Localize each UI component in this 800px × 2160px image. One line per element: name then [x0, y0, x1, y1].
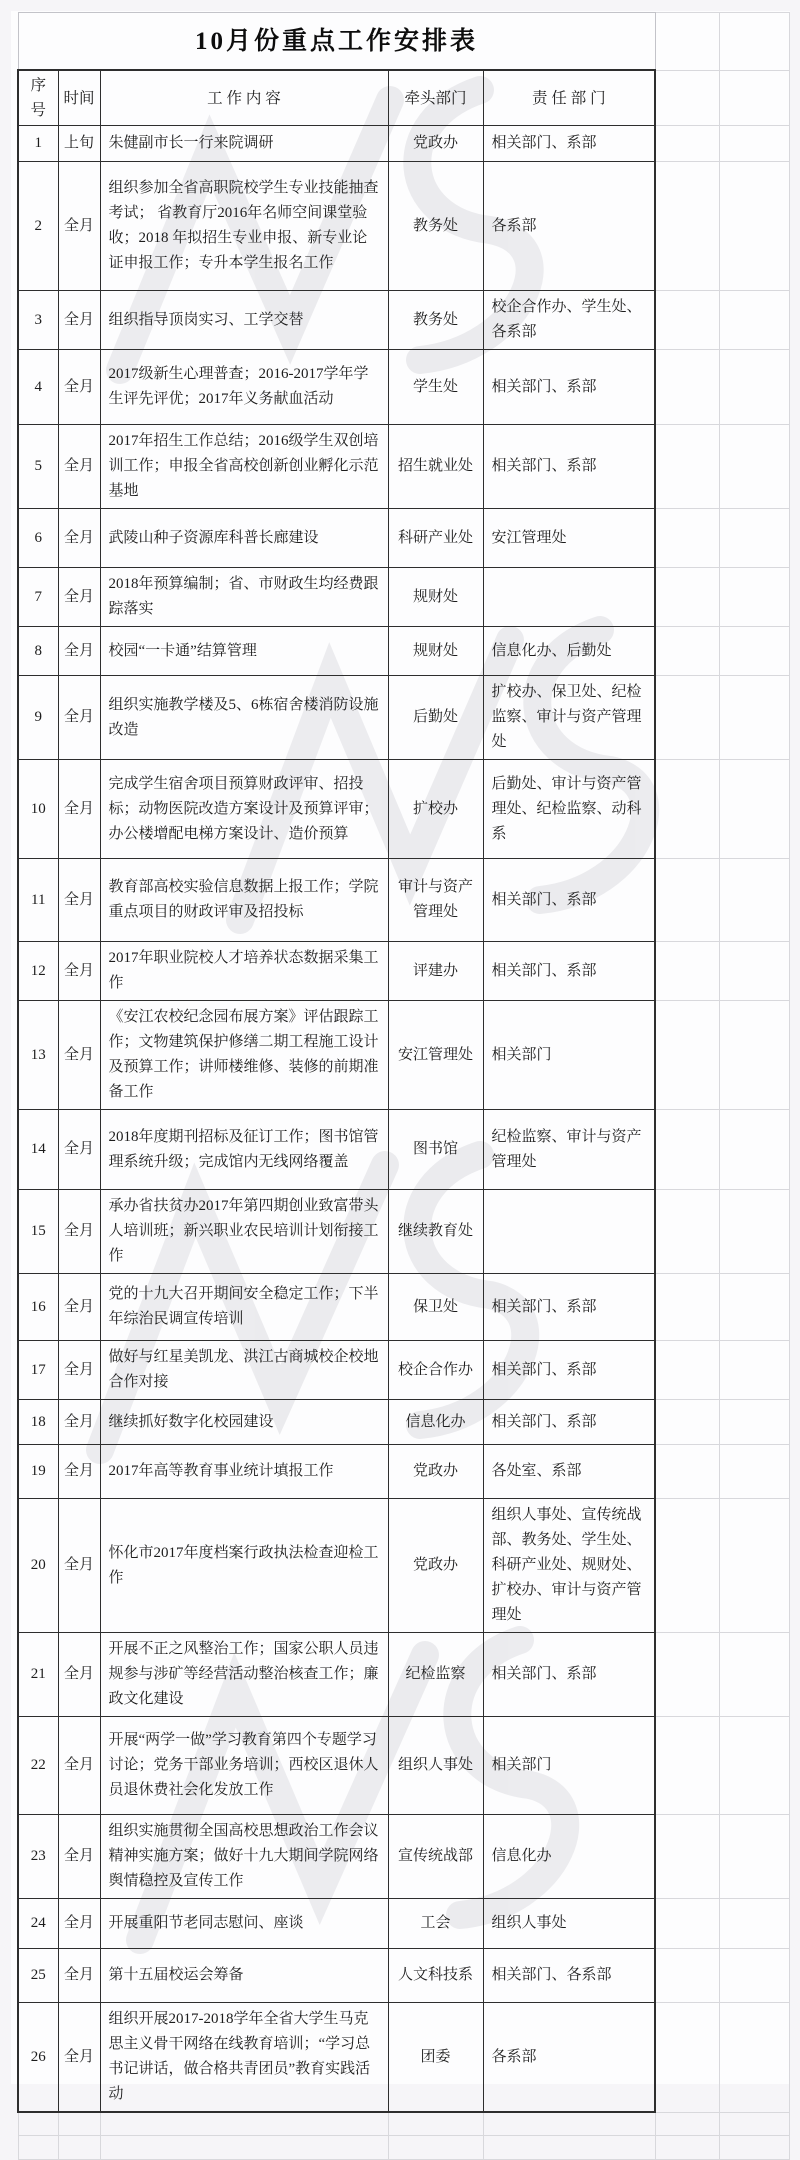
cell-content: 开展“两学一做”学习教育第四个专题学习讨论；党务干部业务培训；西校区退休人员退休费社会化发放工作 — [100, 1717, 388, 1815]
empty-grid-cell — [719, 1341, 789, 1400]
cell-no: 6 — [18, 509, 58, 568]
cell-content: 2017年招生工作总结；2016级学生双创培训工作；申报全省高校创新创业孵化示范基地 — [100, 425, 388, 509]
col-header-no: 序号 — [18, 70, 58, 126]
cell-time: 全月 — [58, 568, 100, 627]
empty-grid-cell — [655, 2112, 719, 2135]
cell-no: 18 — [18, 1400, 58, 1445]
cell-no: 21 — [18, 1633, 58, 1717]
empty-grid-cell — [388, 2135, 483, 2159]
empty-grid-cell — [388, 2112, 483, 2135]
cell-responsible — [483, 568, 655, 627]
cell-content: 开展不正之风整治工作；国家公职人员违规参与涉矿等经营活动整治核查工作；廉政文化建设 — [100, 1633, 388, 1717]
cell-no: 4 — [18, 350, 58, 425]
cell-no: 12 — [18, 942, 58, 1001]
empty-grid-cell — [655, 1815, 719, 1899]
cell-lead: 校企合作办 — [388, 1341, 483, 1400]
empty-grid-cell — [655, 1445, 719, 1499]
cell-content: 校园“一卡通”结算管理 — [100, 627, 388, 676]
cell-lead: 评建办 — [388, 942, 483, 1001]
table-row — [18, 1400, 789, 1445]
cell-content: 教育部高校实验信息数据上报工作；学院重点项目的财政评审及招投标 — [100, 859, 388, 942]
empty-grid-cell — [655, 13, 719, 71]
cell-lead: 后勤处 — [388, 676, 483, 760]
cell-no: 22 — [18, 1717, 58, 1815]
cell-responsible — [483, 1190, 655, 1274]
empty-grid-cell — [100, 2135, 388, 2159]
cell-time: 全月 — [58, 425, 100, 509]
empty-grid-cell — [719, 676, 789, 760]
cell-content: 2018年度期刊招标及征订工作；图书馆管理系统升级；完成馆内无线网络覆盖 — [100, 1110, 388, 1190]
table-row — [18, 676, 789, 760]
cell-responsible: 纪检监察、审计与资产管理处 — [483, 1110, 655, 1190]
empty-grid-cell — [719, 425, 789, 509]
empty-grid-cell — [655, 568, 719, 627]
cell-responsible: 各系部 — [483, 2003, 655, 2113]
cell-no: 23 — [18, 1815, 58, 1899]
cell-responsible: 各系部 — [483, 162, 655, 291]
cell-time: 全月 — [58, 1274, 100, 1341]
empty-grid-cell — [719, 13, 789, 71]
cell-content: 组织实施贯彻全国高校思想政治工作会议精神实施方案；做好十九大期间学院网络舆情稳控及宣传工作 — [100, 1815, 388, 1899]
table-row — [18, 126, 789, 162]
cell-content: 完成学生宿舍项目预算财政评审、招投标；动物医院改造方案设计及预算评审；办公楼增配电梯方案设计、造价预算 — [100, 760, 388, 859]
cell-content: 2018年预算编制；省、市财政生均经费跟踪落实 — [100, 568, 388, 627]
empty-grid-cell — [719, 1001, 789, 1110]
empty-grid-cell — [719, 509, 789, 568]
cell-responsible: 相关部门 — [483, 1001, 655, 1110]
table-row — [18, 859, 789, 942]
table-row — [18, 1001, 789, 1110]
empty-grid-cell — [719, 350, 789, 425]
empty-grid-cell — [18, 2112, 58, 2135]
cell-time: 全月 — [58, 1633, 100, 1717]
cell-responsible: 信息化办 — [483, 1815, 655, 1899]
cell-lead: 教务处 — [388, 291, 483, 350]
cell-responsible: 相关部门 — [483, 1717, 655, 1815]
cell-lead: 审计与资产管理处 — [388, 859, 483, 942]
empty-grid-cell — [719, 1815, 789, 1899]
empty-grid-cell — [100, 2112, 388, 2135]
cell-content: 2017年高等教育事业统计填报工作 — [100, 1445, 388, 1499]
cell-time: 全月 — [58, 1341, 100, 1400]
cell-lead: 规财处 — [388, 627, 483, 676]
table-row — [18, 627, 789, 676]
cell-responsible: 安江管理处 — [483, 509, 655, 568]
cell-no: 19 — [18, 1445, 58, 1499]
cell-responsible: 扩校办、保卫处、纪检监察、审计与资产管理处 — [483, 676, 655, 760]
empty-grid-cell — [719, 1499, 789, 1633]
cell-lead: 规财处 — [388, 568, 483, 627]
empty-grid-cell — [719, 1110, 789, 1190]
cell-content: 做好与红星美凯龙、洪江古商城校企校地合作对接 — [100, 1341, 388, 1400]
cell-no: 3 — [18, 291, 58, 350]
empty-grid-cell — [719, 1899, 789, 1949]
empty-grid-cell — [58, 2135, 100, 2159]
cell-responsible: 各处室、系部 — [483, 1445, 655, 1499]
empty-grid-cell — [18, 2135, 58, 2159]
cell-content: 2017级新生心理普查；2016-2017学年学生评先评优；2017年义务献血活动 — [100, 350, 388, 425]
empty-grid-cell — [655, 1949, 719, 2003]
cell-content: 2017年职业院校人才培养状态数据采集工作 — [100, 942, 388, 1001]
cell-time: 全月 — [58, 676, 100, 760]
empty-grid-cell — [655, 1341, 719, 1400]
cell-no: 9 — [18, 676, 58, 760]
empty-grid-cell — [655, 1717, 719, 1815]
table-row — [18, 1499, 789, 1633]
cell-content: 组织参加全省高职院校学生专业技能抽查考试； 省教育厅2016年名师空间课堂验收；2018 年拟招生专业申报、新专业论证申报工作；专升本学生报名工作 — [100, 162, 388, 291]
cell-time: 全月 — [58, 627, 100, 676]
cell-no: 14 — [18, 1110, 58, 1190]
empty-grid-cell — [719, 1445, 789, 1499]
cell-lead: 组织人事处 — [388, 1717, 483, 1815]
cell-no: 11 — [18, 859, 58, 942]
empty-grid-cell — [719, 2003, 789, 2113]
cell-lead: 党政办 — [388, 1445, 483, 1499]
cell-no: 7 — [18, 568, 58, 627]
cell-lead: 教务处 — [388, 162, 483, 291]
table-row — [18, 1341, 789, 1400]
table-row — [18, 568, 789, 627]
cell-content: 开展重阳节老同志慰问、座谈 — [100, 1899, 388, 1949]
cell-content: 组织开展2017-2018学年全省大学生马克思主义骨干网络在线教育培训；“学习总书记讲话，做合格共青团员”教育实践活动 — [100, 2003, 388, 2113]
cell-responsible: 信息化办、后勤处 — [483, 627, 655, 676]
cell-no: 24 — [18, 1899, 58, 1949]
cell-time: 全月 — [58, 1815, 100, 1899]
cell-lead: 纪检监察 — [388, 1633, 483, 1717]
cell-lead: 党政办 — [388, 126, 483, 162]
cell-lead: 信息化办 — [388, 1400, 483, 1445]
table-row — [18, 291, 789, 350]
empty-grid-cell — [655, 509, 719, 568]
empty-grid-cell — [719, 2135, 789, 2159]
cell-no: 8 — [18, 627, 58, 676]
cell-lead: 继续教育处 — [388, 1190, 483, 1274]
header-row — [18, 70, 789, 126]
table-row — [18, 942, 789, 1001]
empty-grid-cell — [483, 2112, 655, 2135]
cell-responsible: 组织人事处 — [483, 1899, 655, 1949]
cell-content: 承办省扶贫办2017年第四期创业致富带头人培训班；新兴职业农民培训计划衔接工作 — [100, 1190, 388, 1274]
empty-grid-cell — [655, 1274, 719, 1341]
cell-responsible: 校企合作办、学生处、各系部 — [483, 291, 655, 350]
col-header-content: 工 作 内 容 — [100, 70, 388, 126]
cell-time: 全月 — [58, 1717, 100, 1815]
empty-grid-cell — [655, 1899, 719, 1949]
table-row — [18, 2003, 789, 2113]
cell-time: 全月 — [58, 1001, 100, 1110]
empty-grid-row — [18, 2112, 789, 2135]
cell-time: 全月 — [58, 1499, 100, 1633]
empty-grid-cell — [655, 126, 719, 162]
cell-responsible: 相关部门、系部 — [483, 859, 655, 942]
cell-lead: 图书馆 — [388, 1110, 483, 1190]
cell-time: 全月 — [58, 1190, 100, 1274]
empty-grid-cell — [58, 2112, 100, 2135]
table-row — [18, 162, 789, 291]
cell-lead: 党政办 — [388, 1499, 483, 1633]
empty-grid-cell — [719, 760, 789, 859]
empty-grid-cell — [655, 2135, 719, 2159]
cell-no: 5 — [18, 425, 58, 509]
cell-no: 26 — [18, 2003, 58, 2113]
cell-lead: 宣传统战部 — [388, 1815, 483, 1899]
cell-time: 全月 — [58, 350, 100, 425]
cell-lead: 学生处 — [388, 350, 483, 425]
page-title: 10月份重点工作安排表 — [18, 13, 655, 71]
empty-grid-cell — [719, 2112, 789, 2135]
empty-grid-cell — [655, 350, 719, 425]
table-row — [18, 1190, 789, 1274]
empty-grid-cell — [719, 568, 789, 627]
cell-lead: 科研产业处 — [388, 509, 483, 568]
cell-time: 全月 — [58, 1899, 100, 1949]
cell-lead: 工会 — [388, 1899, 483, 1949]
cell-time: 全月 — [58, 291, 100, 350]
cell-lead: 招生就业处 — [388, 425, 483, 509]
cell-content: 朱健副市长一行来院调研 — [100, 126, 388, 162]
empty-grid-cell — [655, 859, 719, 942]
empty-grid-cell — [719, 942, 789, 1001]
cell-time: 全月 — [58, 1110, 100, 1190]
cell-time: 全月 — [58, 1949, 100, 2003]
col-header-responsible: 责 任 部 门 — [483, 70, 655, 126]
cell-time: 全月 — [58, 1445, 100, 1499]
empty-grid-cell — [719, 1717, 789, 1815]
empty-grid-cell — [719, 1190, 789, 1274]
cell-content: 继续抓好数字化校园建设 — [100, 1400, 388, 1445]
empty-grid-cell — [655, 760, 719, 859]
empty-grid-cell — [719, 1633, 789, 1717]
cell-content: 怀化市2017年度档案行政执法检查迎检工作 — [100, 1499, 388, 1633]
empty-grid-cell — [655, 1190, 719, 1274]
cell-content: 武陵山种子资源库科普长廊建设 — [100, 509, 388, 568]
empty-grid-cell — [655, 676, 719, 760]
empty-grid-cell — [655, 70, 719, 126]
empty-grid-cell — [655, 1499, 719, 1633]
empty-grid-cell — [655, 1633, 719, 1717]
table-row — [18, 1274, 789, 1341]
cell-responsible: 相关部门、系部 — [483, 1633, 655, 1717]
empty-grid-cell — [719, 126, 789, 162]
cell-responsible: 组织人事处、宣传统战部、教务处、学生处、科研产业处、规财处、扩校办、审计与资产管理处 — [483, 1499, 655, 1633]
cell-responsible: 相关部门、系部 — [483, 425, 655, 509]
table-row — [18, 1110, 789, 1190]
cell-time: 全月 — [58, 859, 100, 942]
cell-content: 《安江农校纪念园布展方案》评估跟踪工作；文物建筑保护修缮二期工程施工设计及预算工作；讲师楼维修、装修的前期准备工作 — [100, 1001, 388, 1110]
cell-lead: 扩校办 — [388, 760, 483, 859]
cell-responsible: 相关部门、系部 — [483, 1341, 655, 1400]
cell-responsible: 相关部门、系部 — [483, 350, 655, 425]
cell-time: 全月 — [58, 1400, 100, 1445]
table-row — [18, 1633, 789, 1717]
cell-no: 1 — [18, 126, 58, 162]
empty-grid-cell — [655, 942, 719, 1001]
table-row — [18, 760, 789, 859]
empty-grid-cell — [719, 1949, 789, 2003]
table-row — [18, 509, 789, 568]
table-row — [18, 1949, 789, 2003]
cell-time: 全月 — [58, 2003, 100, 2113]
col-header-time: 时间 — [58, 70, 100, 126]
cell-content: 党的十九大召开期间安全稳定工作；下半年综治民调宣传培训 — [100, 1274, 388, 1341]
cell-time: 全月 — [58, 162, 100, 291]
cell-time: 上旬 — [58, 126, 100, 162]
cell-no: 13 — [18, 1001, 58, 1110]
empty-grid-cell — [655, 1110, 719, 1190]
cell-lead: 安江管理处 — [388, 1001, 483, 1110]
cell-no: 2 — [18, 162, 58, 291]
empty-grid-cell — [655, 2003, 719, 2113]
cell-responsible: 相关部门、系部 — [483, 126, 655, 162]
cell-time: 全月 — [58, 942, 100, 1001]
cell-no: 25 — [18, 1949, 58, 2003]
empty-grid-cell — [483, 2135, 655, 2159]
table-row — [18, 1899, 789, 1949]
empty-grid-cell — [719, 291, 789, 350]
cell-no: 20 — [18, 1499, 58, 1633]
cell-content: 第十五届校运会筹备 — [100, 1949, 388, 2003]
col-header-lead: 牵头部门 — [388, 70, 483, 126]
work-schedule-table — [17, 12, 790, 2160]
table-row — [18, 350, 789, 425]
title-row — [18, 13, 789, 71]
cell-responsible: 相关部门、系部 — [483, 942, 655, 1001]
cell-no: 16 — [18, 1274, 58, 1341]
cell-no: 17 — [18, 1341, 58, 1400]
cell-responsible: 后勤处、审计与资产管理处、纪检监察、动科系 — [483, 760, 655, 859]
cell-lead: 保卫处 — [388, 1274, 483, 1341]
empty-grid-cell — [655, 1001, 719, 1110]
table-row — [18, 425, 789, 509]
empty-grid-cell — [719, 627, 789, 676]
empty-grid-cell — [719, 859, 789, 942]
empty-grid-cell — [655, 291, 719, 350]
cell-responsible: 相关部门、系部 — [483, 1400, 655, 1445]
empty-grid-cell — [655, 627, 719, 676]
empty-grid-row — [18, 2135, 789, 2159]
empty-grid-cell — [719, 70, 789, 126]
cell-content: 组织实施教学楼及5、6栋宿舍楼消防设施改造 — [100, 676, 388, 760]
table-row — [18, 1445, 789, 1499]
table-row — [18, 1815, 789, 1899]
cell-time: 全月 — [58, 509, 100, 568]
table-row — [18, 1717, 789, 1815]
empty-grid-cell — [719, 1400, 789, 1445]
cell-responsible: 相关部门、各系部 — [483, 1949, 655, 2003]
cell-content: 组织指导顶岗实习、工学交替 — [100, 291, 388, 350]
empty-grid-cell — [655, 1400, 719, 1445]
empty-grid-cell — [719, 1274, 789, 1341]
empty-grid-cell — [719, 162, 789, 291]
cell-time: 全月 — [58, 760, 100, 859]
empty-grid-cell — [655, 162, 719, 291]
cell-responsible: 相关部门、系部 — [483, 1274, 655, 1341]
cell-no: 10 — [18, 760, 58, 859]
cell-lead: 人文科技系 — [388, 1949, 483, 2003]
empty-grid-cell — [655, 425, 719, 509]
cell-no: 15 — [18, 1190, 58, 1274]
cell-lead: 团委 — [388, 2003, 483, 2113]
